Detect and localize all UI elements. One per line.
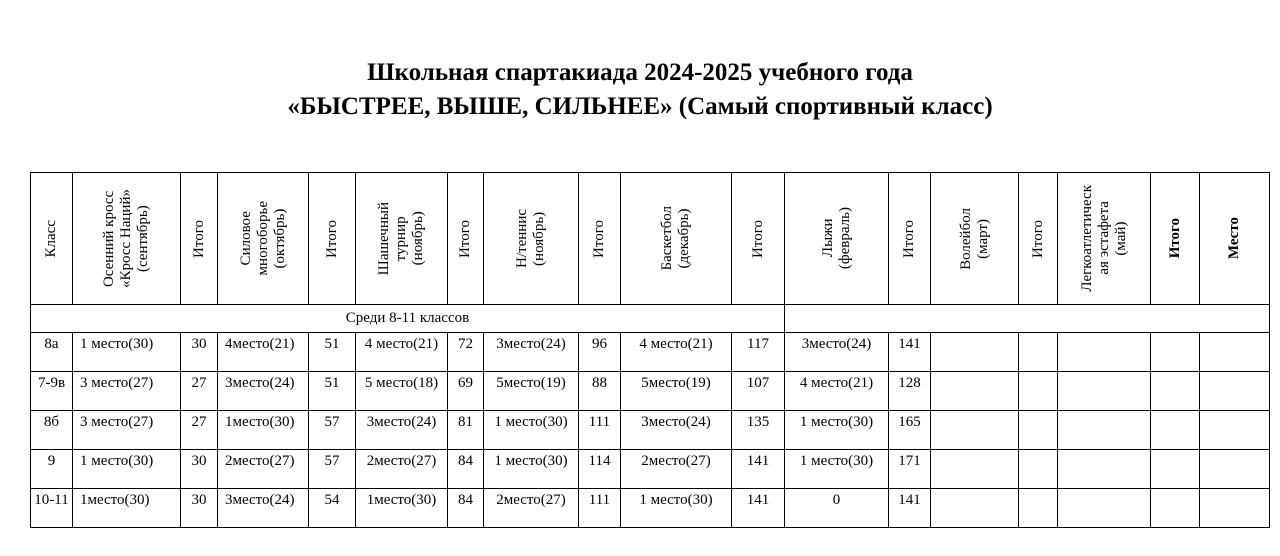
- cell-tennis: 2место(27): [484, 489, 579, 528]
- cell-place: [1200, 372, 1270, 411]
- cell-place: [1200, 411, 1270, 450]
- cell-place: [1200, 333, 1270, 372]
- table-row: [31, 450, 1270, 489]
- cell-checkers: 5 место(18): [356, 372, 448, 411]
- cell-tennis: 3место(24): [484, 333, 579, 372]
- cell-itogo-4: 114: [579, 450, 621, 489]
- cell-itogo-6: 165: [889, 411, 931, 450]
- header-itogo-3: Итого: [448, 173, 484, 305]
- cell-itogo-4: 111: [579, 489, 621, 528]
- cell-itogo-7: [1019, 450, 1058, 489]
- cell-itogo-7: [1019, 333, 1058, 372]
- cell-itogo-6: 141: [889, 489, 931, 528]
- cell-itogo-3: 81: [448, 411, 484, 450]
- cell-basketball: 2место(27): [621, 450, 732, 489]
- cell-itogo-7: [1019, 411, 1058, 450]
- document-subtitle: «БЫСТРЕЕ, ВЫШЕ, СИЛЬНЕЕ» (Самый спортивный класс): [287, 93, 993, 120]
- header-cross: Осенний кросс «Кросс Наций» (сентябрь): [73, 173, 181, 305]
- cell-place: [1200, 489, 1270, 528]
- cell-tennis: 1 место(30): [484, 450, 579, 489]
- cell-itogo-2: 54: [309, 489, 356, 528]
- header-checkers: Шашечный турнир (ноябрь): [356, 173, 448, 305]
- section-row: [31, 305, 1270, 333]
- header-itogo-total: Итого: [1151, 173, 1200, 305]
- header-itogo-6: Итого: [889, 173, 931, 305]
- section-empty: [785, 305, 1270, 333]
- cell-tennis: 1 место(30): [484, 411, 579, 450]
- cell-ski: 1 место(30): [785, 411, 889, 450]
- cell-itogo-total: [1151, 333, 1200, 372]
- cell-itogo-7: [1019, 372, 1058, 411]
- cell-class: 7-9в: [31, 372, 73, 411]
- cell-ski: 1 место(30): [785, 450, 889, 489]
- cell-relay: [1058, 489, 1151, 528]
- header-itogo-5: Итого: [732, 173, 785, 305]
- cell-place: [1200, 450, 1270, 489]
- cell-class: 8а: [31, 333, 73, 372]
- cell-power: 2место(27): [218, 450, 309, 489]
- cell-cross: 1 место(30): [73, 333, 181, 372]
- cell-cross: 3 место(27): [73, 411, 181, 450]
- header-row: [31, 173, 1270, 305]
- header-tennis: Н/теннис (ноябрь): [484, 173, 579, 305]
- cell-itogo-4: 96: [579, 333, 621, 372]
- cell-itogo-2: 57: [309, 450, 356, 489]
- header-itogo-7: Итого: [1019, 173, 1058, 305]
- header-place: Место: [1200, 173, 1270, 305]
- cell-volleyball: [931, 489, 1019, 528]
- cell-itogo-6: 128: [889, 372, 931, 411]
- cell-checkers: 4 место(21): [356, 333, 448, 372]
- cell-basketball: 1 место(30): [621, 489, 732, 528]
- cell-itogo-2: 51: [309, 372, 356, 411]
- table-row: [31, 372, 1270, 411]
- cell-checkers: 3место(24): [356, 411, 448, 450]
- cell-itogo-4: 88: [579, 372, 621, 411]
- cell-itogo-6: 141: [889, 333, 931, 372]
- cell-itogo-3: 72: [448, 333, 484, 372]
- header-itogo-4: Итого: [579, 173, 621, 305]
- table-row: [31, 489, 1270, 528]
- table-row: [31, 411, 1270, 450]
- results-table: [30, 172, 1270, 528]
- cell-itogo-3: 69: [448, 372, 484, 411]
- cell-cross: 3 место(27): [73, 372, 181, 411]
- cell-power: 4место(21): [218, 333, 309, 372]
- cell-volleyball: [931, 411, 1019, 450]
- document-title: Школьная спартакиада 2024-2025 учебного года: [367, 59, 913, 86]
- cell-power: 3место(24): [218, 489, 309, 528]
- header-ski: Лыжи (февраль): [785, 173, 889, 305]
- cell-volleyball: [931, 333, 1019, 372]
- cell-basketball: 3место(24): [621, 411, 732, 450]
- table-row: [31, 333, 1270, 372]
- header-class: Класс: [31, 173, 73, 305]
- header-basketball: Баскетбол (декабрь): [621, 173, 732, 305]
- cell-relay: [1058, 333, 1151, 372]
- cell-ski: 4 место(21): [785, 372, 889, 411]
- cell-relay: [1058, 450, 1151, 489]
- cell-volleyball: [931, 450, 1019, 489]
- header-relay: Легкоатлетическ ая эстафета (май): [1058, 173, 1151, 305]
- cell-itogo-total: [1151, 489, 1200, 528]
- cell-itogo-1: 27: [181, 372, 218, 411]
- cell-itogo-4: 111: [579, 411, 621, 450]
- cell-ski: 3место(24): [785, 333, 889, 372]
- cell-itogo-5: 107: [732, 372, 785, 411]
- cell-itogo-3: 84: [448, 450, 484, 489]
- section-label: Среди 8-11 классов: [31, 305, 785, 333]
- cell-itogo-5: 141: [732, 489, 785, 528]
- header-itogo-2: Итого: [309, 173, 356, 305]
- header-itogo-1: Итого: [181, 173, 218, 305]
- cell-itogo-3: 84: [448, 489, 484, 528]
- cell-itogo-1: 30: [181, 489, 218, 528]
- header-power: Силовое многоборье (октябрь): [218, 173, 309, 305]
- cell-basketball: 4 место(21): [621, 333, 732, 372]
- cell-checkers: 2место(27): [356, 450, 448, 489]
- cell-itogo-total: [1151, 450, 1200, 489]
- cell-itogo-2: 51: [309, 333, 356, 372]
- cell-tennis: 5место(19): [484, 372, 579, 411]
- cell-itogo-5: 135: [732, 411, 785, 450]
- cell-class: 8б: [31, 411, 73, 450]
- cell-volleyball: [931, 372, 1019, 411]
- cell-itogo-7: [1019, 489, 1058, 528]
- cell-checkers: 1место(30): [356, 489, 448, 528]
- cell-itogo-1: 30: [181, 333, 218, 372]
- cell-itogo-1: 30: [181, 450, 218, 489]
- cell-itogo-1: 27: [181, 411, 218, 450]
- cell-itogo-6: 171: [889, 450, 931, 489]
- cell-basketball: 5место(19): [621, 372, 732, 411]
- cell-itogo-5: 117: [732, 333, 785, 372]
- cell-class: 9: [31, 450, 73, 489]
- cell-itogo-5: 141: [732, 450, 785, 489]
- cell-itogo-2: 57: [309, 411, 356, 450]
- cell-power: 3место(24): [218, 372, 309, 411]
- cell-itogo-total: [1151, 372, 1200, 411]
- cell-power: 1место(30): [218, 411, 309, 450]
- cell-relay: [1058, 372, 1151, 411]
- cell-itogo-total: [1151, 411, 1200, 450]
- cell-class: 10-11: [31, 489, 73, 528]
- cell-cross: 1 место(30): [73, 450, 181, 489]
- cell-relay: [1058, 411, 1151, 450]
- cell-ski: 0: [785, 489, 889, 528]
- cell-cross: 1место(30): [73, 489, 181, 528]
- header-volleyball: Волейбол (март): [931, 173, 1019, 305]
